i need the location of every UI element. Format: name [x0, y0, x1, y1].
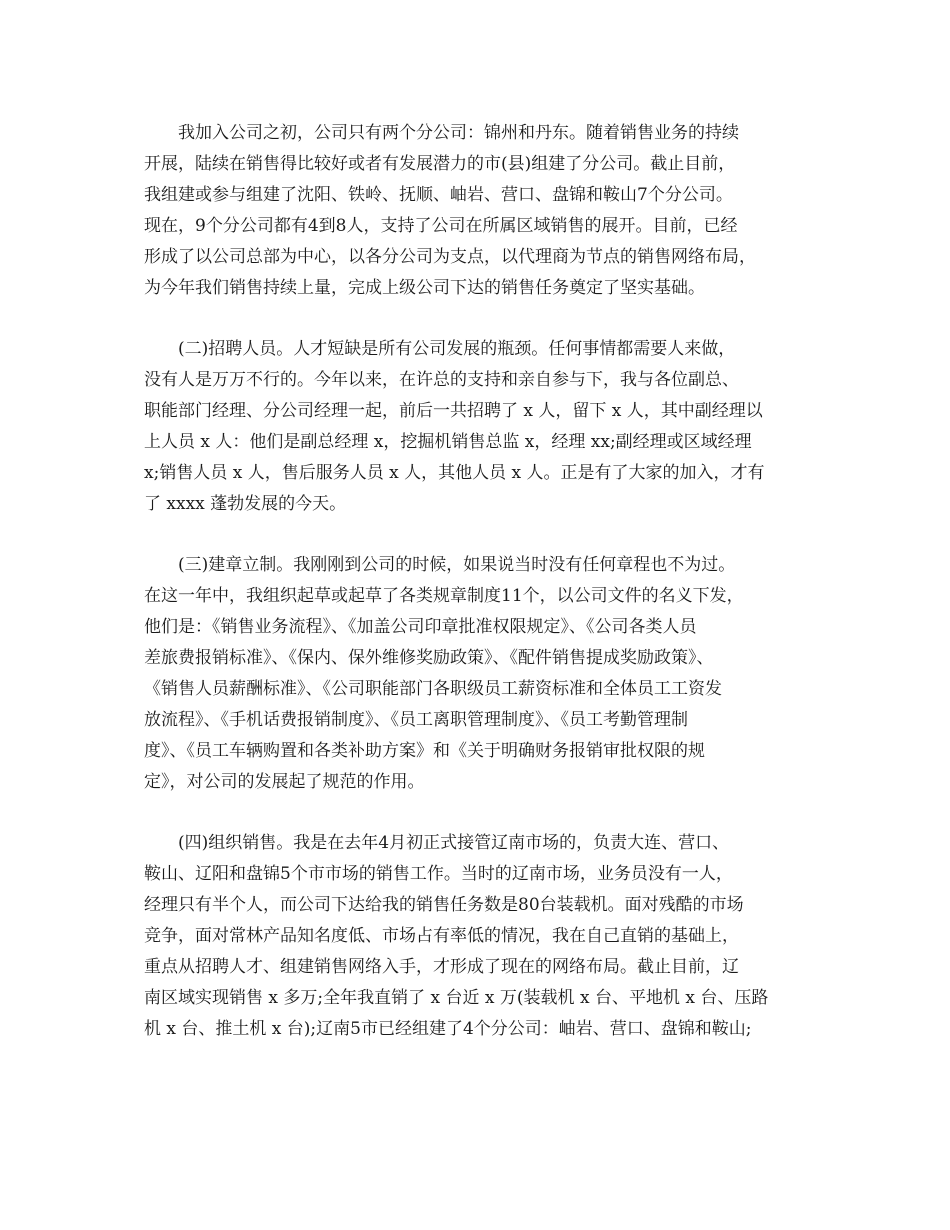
paragraph-2-line-2: 没有人是万万不行的。今年以来，在许总的支持和亲自参与下，我与各位副总、	[144, 370, 739, 390]
paragraph-3-line-4: 差旅费报销标准》、《保内、保外维修奖励政策》、《配件销售提成奖励政策》、	[144, 648, 714, 668]
paragraph-3-line-1: (三)建章立制。我刚刚到公司的时候，如果说当时没有任何章程也不为过。	[178, 555, 736, 575]
paragraph-2-line-4: 上人员 x 人：他们是副总经理 x，挖掘机销售总监 x，经理 xx;副经理或区域经理	[144, 432, 752, 452]
paragraph-1-line-4: 现在，9个分公司都有4到8人，支持了公司在所属区域销售的展开。目前，已经	[144, 216, 738, 236]
paragraph-1-line-5: 形成了以公司总部为中心，以各分公司为支点，以代理商为节点的销售网络布局，	[144, 247, 756, 267]
paragraph-4-line-4: 竞争，面对常林产品知名度低、市场占有率低的情况，我在自己直销的基础上，	[144, 926, 739, 946]
paragraph-3-line-3: 他们是：《销售业务流程》、《加盖公司印章批准权限规定》、《公司各类人员	[144, 617, 697, 637]
paragraph-1-line-3: 我组建或参与组建了沈阳、铁岭、抚顺、岫岩、营口、盘锦和鞍山7个分公司。	[144, 185, 733, 205]
paragraph-4-line-5: 重点从招聘人才、组建销售网络入手，才形成了现在的网络布局。截止目前，辽	[144, 957, 739, 977]
paragraph-3-line-5: 《销售人员薪酬标准》、《公司职能部门各职级员工薪资标准和全体员工工资发	[144, 679, 722, 699]
paragraph-3-line-7: 度》、《员工车辆购置和各类补助方案》和《关于明确财务报销审批权限的规	[144, 741, 705, 761]
paragraph-1-line-6: 为今年我们销售持续上量，完成上级公司下达的销售任务奠定了坚实基础。	[144, 278, 705, 298]
paragraph-2-line-1: (二)招聘人员。人才短缺是所有公司发展的瓶颈。任何事情都需要人来做，	[178, 339, 736, 359]
paragraph-4-line-3: 经理只有半个人，而公司下达给我的销售任务数是80台装载机。面对残酷的市场	[144, 895, 744, 915]
paragraph-4-line-2: 鞍山、辽阳和盘锦5个市市场的销售工作。当时的辽南市场，业务员没有一人，	[144, 864, 733, 884]
paragraph-3-line-8: 定》，对公司的发展起了规范的作用。	[144, 772, 425, 792]
paragraph-4-line-7: 机 x 台、推土机 x 台);辽南5市已经组建了4个分公司：岫岩、营口、盘锦和鞍山;	[144, 1019, 752, 1039]
paragraph-2-line-6: 了 xxxx 蓬勃发展的今天。	[144, 494, 347, 514]
paragraph-1-line-1: 我加入公司之初，公司只有两个分公司：锦州和丹东。随着销售业务的持续	[178, 123, 739, 143]
paragraph-2-line-5: x;销售人员 x 人，售后服务人员 x 人，其他人员 x 人。正是有了大家的加入，才有	[144, 463, 765, 483]
paragraph-3-line-2: 在这一年中，我组织起草或起草了各类规章制度11个，以公司文件的名义下发，	[144, 586, 744, 606]
paragraph-4-line-6: 南区域实现销售 x 多万;全年我直销了 x 台近 x 万(装载机 x 台、平地机 x 台、压路	[144, 988, 769, 1008]
paragraph-3-line-6: 放流程》、《手机话费报销制度》、《员工离职管理制度》、《员工考勤管理制	[144, 710, 688, 730]
paragraph-2-line-3: 职能部门经理、分公司经理一起，前后一共招聘了 x 人，留下 x 人，其中副经理以	[144, 401, 763, 421]
paragraph-1-line-2: 开展，陆续在销售得比较好或者有发展潜力的市(县)组建了分公司。截止目前，	[144, 154, 736, 174]
paragraph-4-line-1: (四)组织销售。我是在去年4月初正式接管辽南市场的，负责大连、营口、	[178, 833, 730, 853]
